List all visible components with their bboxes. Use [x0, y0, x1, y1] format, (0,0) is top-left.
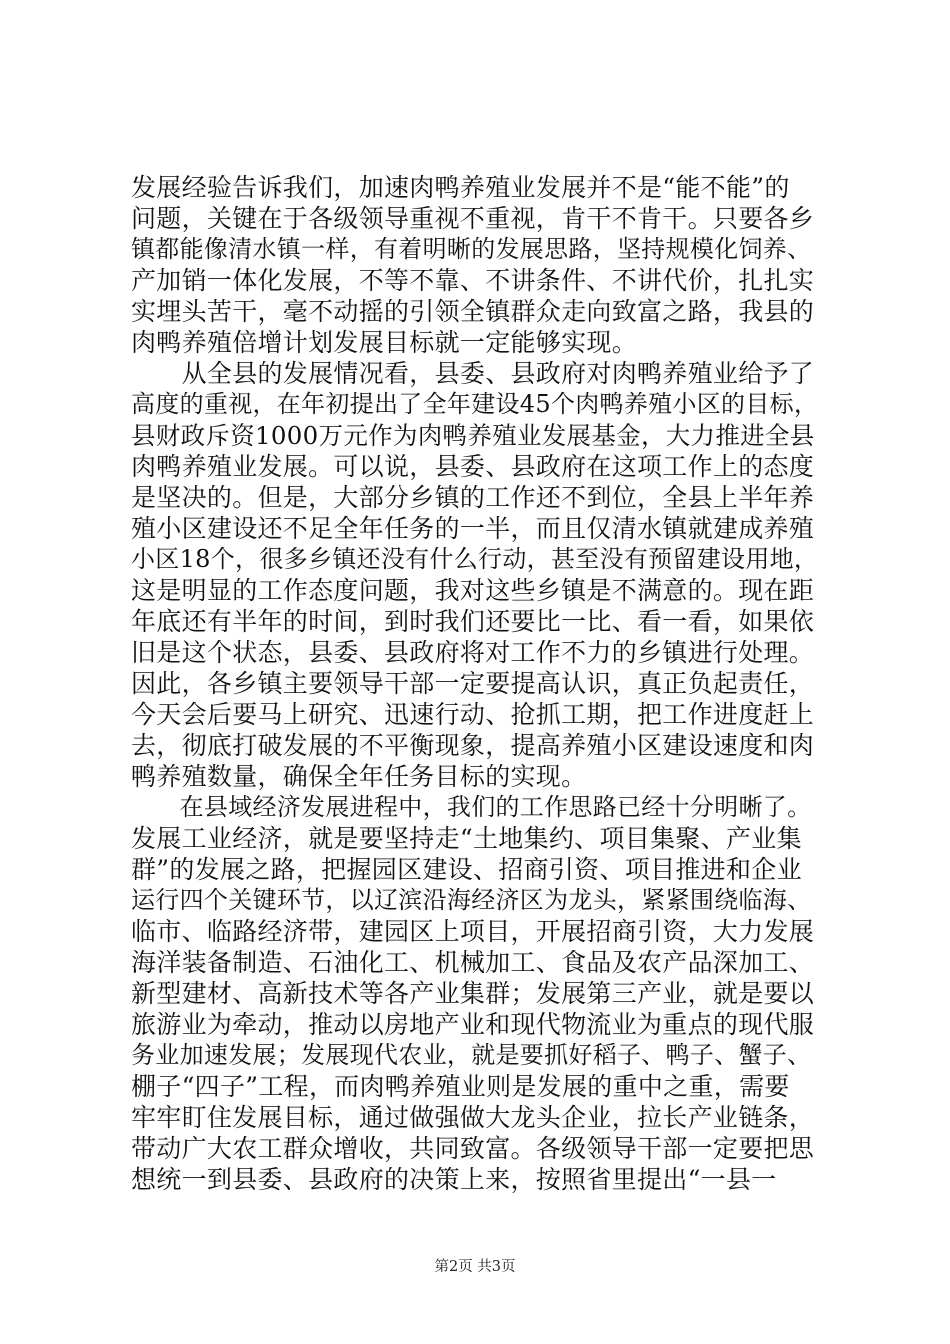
text-line: 带动广大农工群众增收，共同致富。各级领导干部一定要把思 [131, 1134, 815, 1163]
text-line: 旅游业为牵动，推动以房地产业和现代物流业为重点的现代服 [131, 1010, 815, 1039]
text-line: 发展经验告诉我们，加速肉鸭养殖业发展并不是“能不能”的 [131, 173, 790, 202]
text-line: 肉鸭养殖业发展。可以说，县委、县政府在这项工作上的态度 [131, 452, 815, 481]
text-line: 小区18个，很多乡镇还没有什么行动，甚至没有预留建设用地， [131, 545, 819, 573]
text-line: 县财政斥资1000万元作为肉鸭养殖业发展基金，大力推进全县 [131, 421, 815, 450]
text-line: 群”的发展之路，把握园区建设、招商引资、项目推进和企业 [131, 855, 802, 884]
text-line: 实埋头苦干，毫不动摇的引领全镇群众走向致富之路，我县的 [131, 297, 815, 326]
text-line: 新型建材、高新技术等各产业集群；发展第三产业，就是要以 [131, 979, 815, 1008]
text-line: 是坚决的。但是，大部分乡镇的工作还不到位，全县上半年养 [131, 483, 815, 512]
text-line: 想统一到县委、县政府的决策上来，按照省里提出“一县一 [131, 1165, 777, 1194]
text-line: 镇都能像清水镇一样，有着明晰的发展思路，坚持规模化饲养、 [131, 235, 812, 263]
text-line: 因此，各乡镇主要领导干部一定要提高认识，真正负起责任， [131, 669, 815, 698]
text-line: 肉鸭养殖倍增计划发展目标就一定能够实现。 [131, 328, 638, 357]
text-line: 发展工业经济，就是要坚持走“土地集约、项目集聚、产业集 [131, 824, 802, 853]
page-number-footer: 第2页 共3页 [434, 1259, 516, 1275]
text-line: 今天会后要马上研究、迅速行动、抢抓工期，把工作进度赶上 [131, 700, 815, 729]
text-line: 年底还有半年的时间，到时我们还要比一比、看一看，如果依 [131, 607, 815, 636]
text-line: 高度的重视，在年初提出了全年建设45个肉鸭养殖小区的目标， [131, 390, 819, 418]
text-line: 殖小区建设还不足全年任务的一半，而且仅清水镇就建成养殖 [131, 514, 815, 543]
text-line: 在县域经济发展进程中，我们的工作思路已经十分明晰了。 [131, 793, 812, 821]
text-line: 棚子“四子”工程，而肉鸭养殖业则是发展的重中之重，需要 [131, 1072, 790, 1101]
text-line: 从全县的发展情况看，县委、县政府对肉鸭养殖业给予了 [131, 359, 815, 388]
body-text [131, 172, 821, 1195]
text-line: 产加销一体化发展，不等不靠、不讲条件、不讲代价，扎扎实 [131, 266, 815, 295]
text-line: 旧是这个状态，县委、县政府将对工作不力的乡镇进行处理。 [131, 638, 815, 667]
text-line: 务业加速发展；发展现代农业，就是要抓好稻子、鸭子、蟹子、 [131, 1041, 812, 1069]
text-line: 牢牢盯住发展目标，通过做强做大龙头企业，拉长产业链条， [131, 1103, 815, 1132]
text-line: 鸭养殖数量，确保全年任务目标的实现。 [131, 762, 587, 791]
text-line: 问题，关键在于各级领导重视不重视，肯干不肯干。只要各乡 [131, 204, 815, 233]
text-line: 海洋装备制造、石油化工、机械加工、食品及农产品深加工、 [131, 948, 815, 977]
text-line: 运行四个关键环节，以辽滨沿海经济区为龙头，紧紧围绕临海、 [131, 886, 812, 914]
text-line: 临市、临路经济带，建园区上项目，开展招商引资，大力发展 [131, 917, 815, 946]
text-line: 这是明显的工作态度问题，我对这些乡镇是不满意的。现在距 [131, 576, 815, 605]
text-line: 去，彻底打破发展的不平衡现象，提高养殖小区建设速度和肉 [131, 731, 815, 760]
